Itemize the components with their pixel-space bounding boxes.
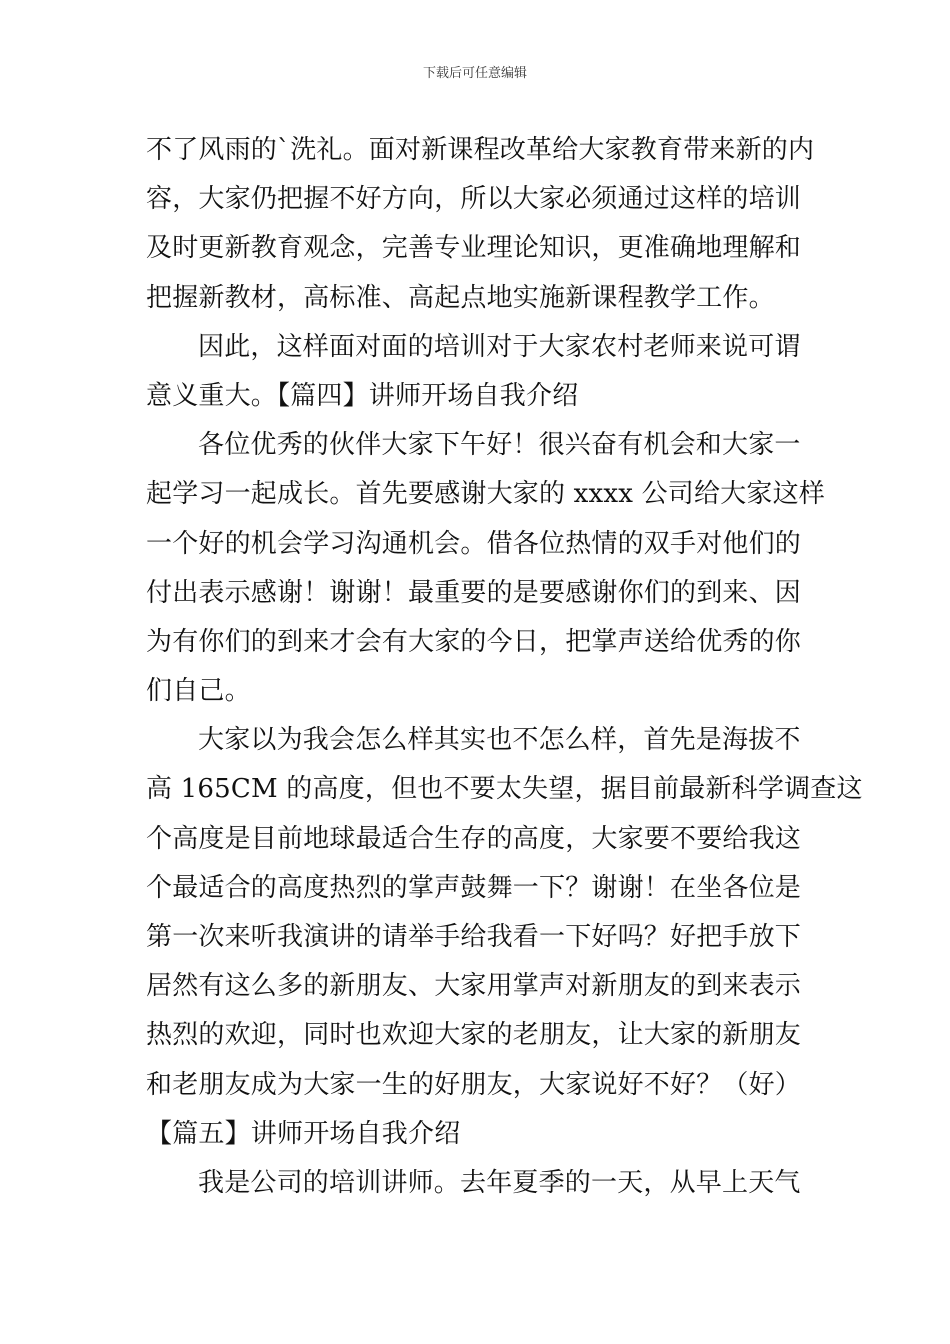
- document-body: [146, 126, 863, 1208]
- text-line: 和老朋友成为大家一生的好朋友，大家说好不好？（好）: [146, 1069, 802, 1100]
- text-line: 及时更新教育观念，完善专业理论知识，更准确地理解和: [146, 233, 802, 264]
- text-line: 意义重大。【篇四】讲师开场自我介绍: [146, 380, 579, 411]
- text-line: 不了风雨的`洗礼。面对新课程改革给大家教育带来新的内: [146, 135, 815, 165]
- text-line: 我是公司的培训讲师。去年夏季的一天，从早上天气: [198, 1167, 801, 1198]
- text-line: 付出表示感谢！谢谢！最重要的是要感谢你们的到来、因: [146, 577, 802, 608]
- text-line: 第一次来听我演讲的请举手给我看一下好吗？好把手放下: [146, 922, 802, 952]
- text-line: 高 165CM 的高度，但也不要太失望，据目前最新科学调查这: [146, 774, 863, 805]
- text-line: 热烈的欢迎，同时也欢迎大家的老朋友，让大家的新朋友: [146, 1020, 802, 1051]
- text-line: 【篇五】讲师开场自我介绍: [146, 1118, 461, 1149]
- text-line: 个最适合的高度热烈的掌声鼓舞一下？谢谢！在坐各位是: [146, 872, 802, 903]
- text-line: 为有你们的到来才会有大家的今日，把掌声送给优秀的你: [146, 626, 802, 657]
- text-line: 居然有这么多的新朋友、大家用掌声对新朋友的到来表示: [146, 971, 802, 1002]
- text-line: 起学习一起成长。首先要感谢大家的 xxxx 公司给大家这样: [146, 479, 825, 510]
- text-line: 把握新教材，高标准、高起点地实施新课程教学工作。: [146, 282, 775, 313]
- page-header-note: 下载后可任意编辑: [422, 66, 527, 81]
- text-line: 容，大家仍把握不好方向，所以大家必须通过这样的培训: [146, 184, 802, 215]
- text-line: 一个好的机会学习沟通机会。借各位热情的双手对他们的: [146, 528, 802, 559]
- text-line: 各位优秀的伙伴大家下午好！很兴奋有机会和大家一: [198, 430, 801, 461]
- text-line: 个高度是目前地球最适合生存的高度，大家要不要给我这: [146, 823, 802, 854]
- text-line: 们自己。: [146, 676, 251, 707]
- text-line: 因此，这样面对面的培训对于大家农村老师来说可谓: [198, 331, 801, 362]
- text-line: 大家以为我会怎么样其实也不怎么样，首先是海拔不: [198, 725, 801, 756]
